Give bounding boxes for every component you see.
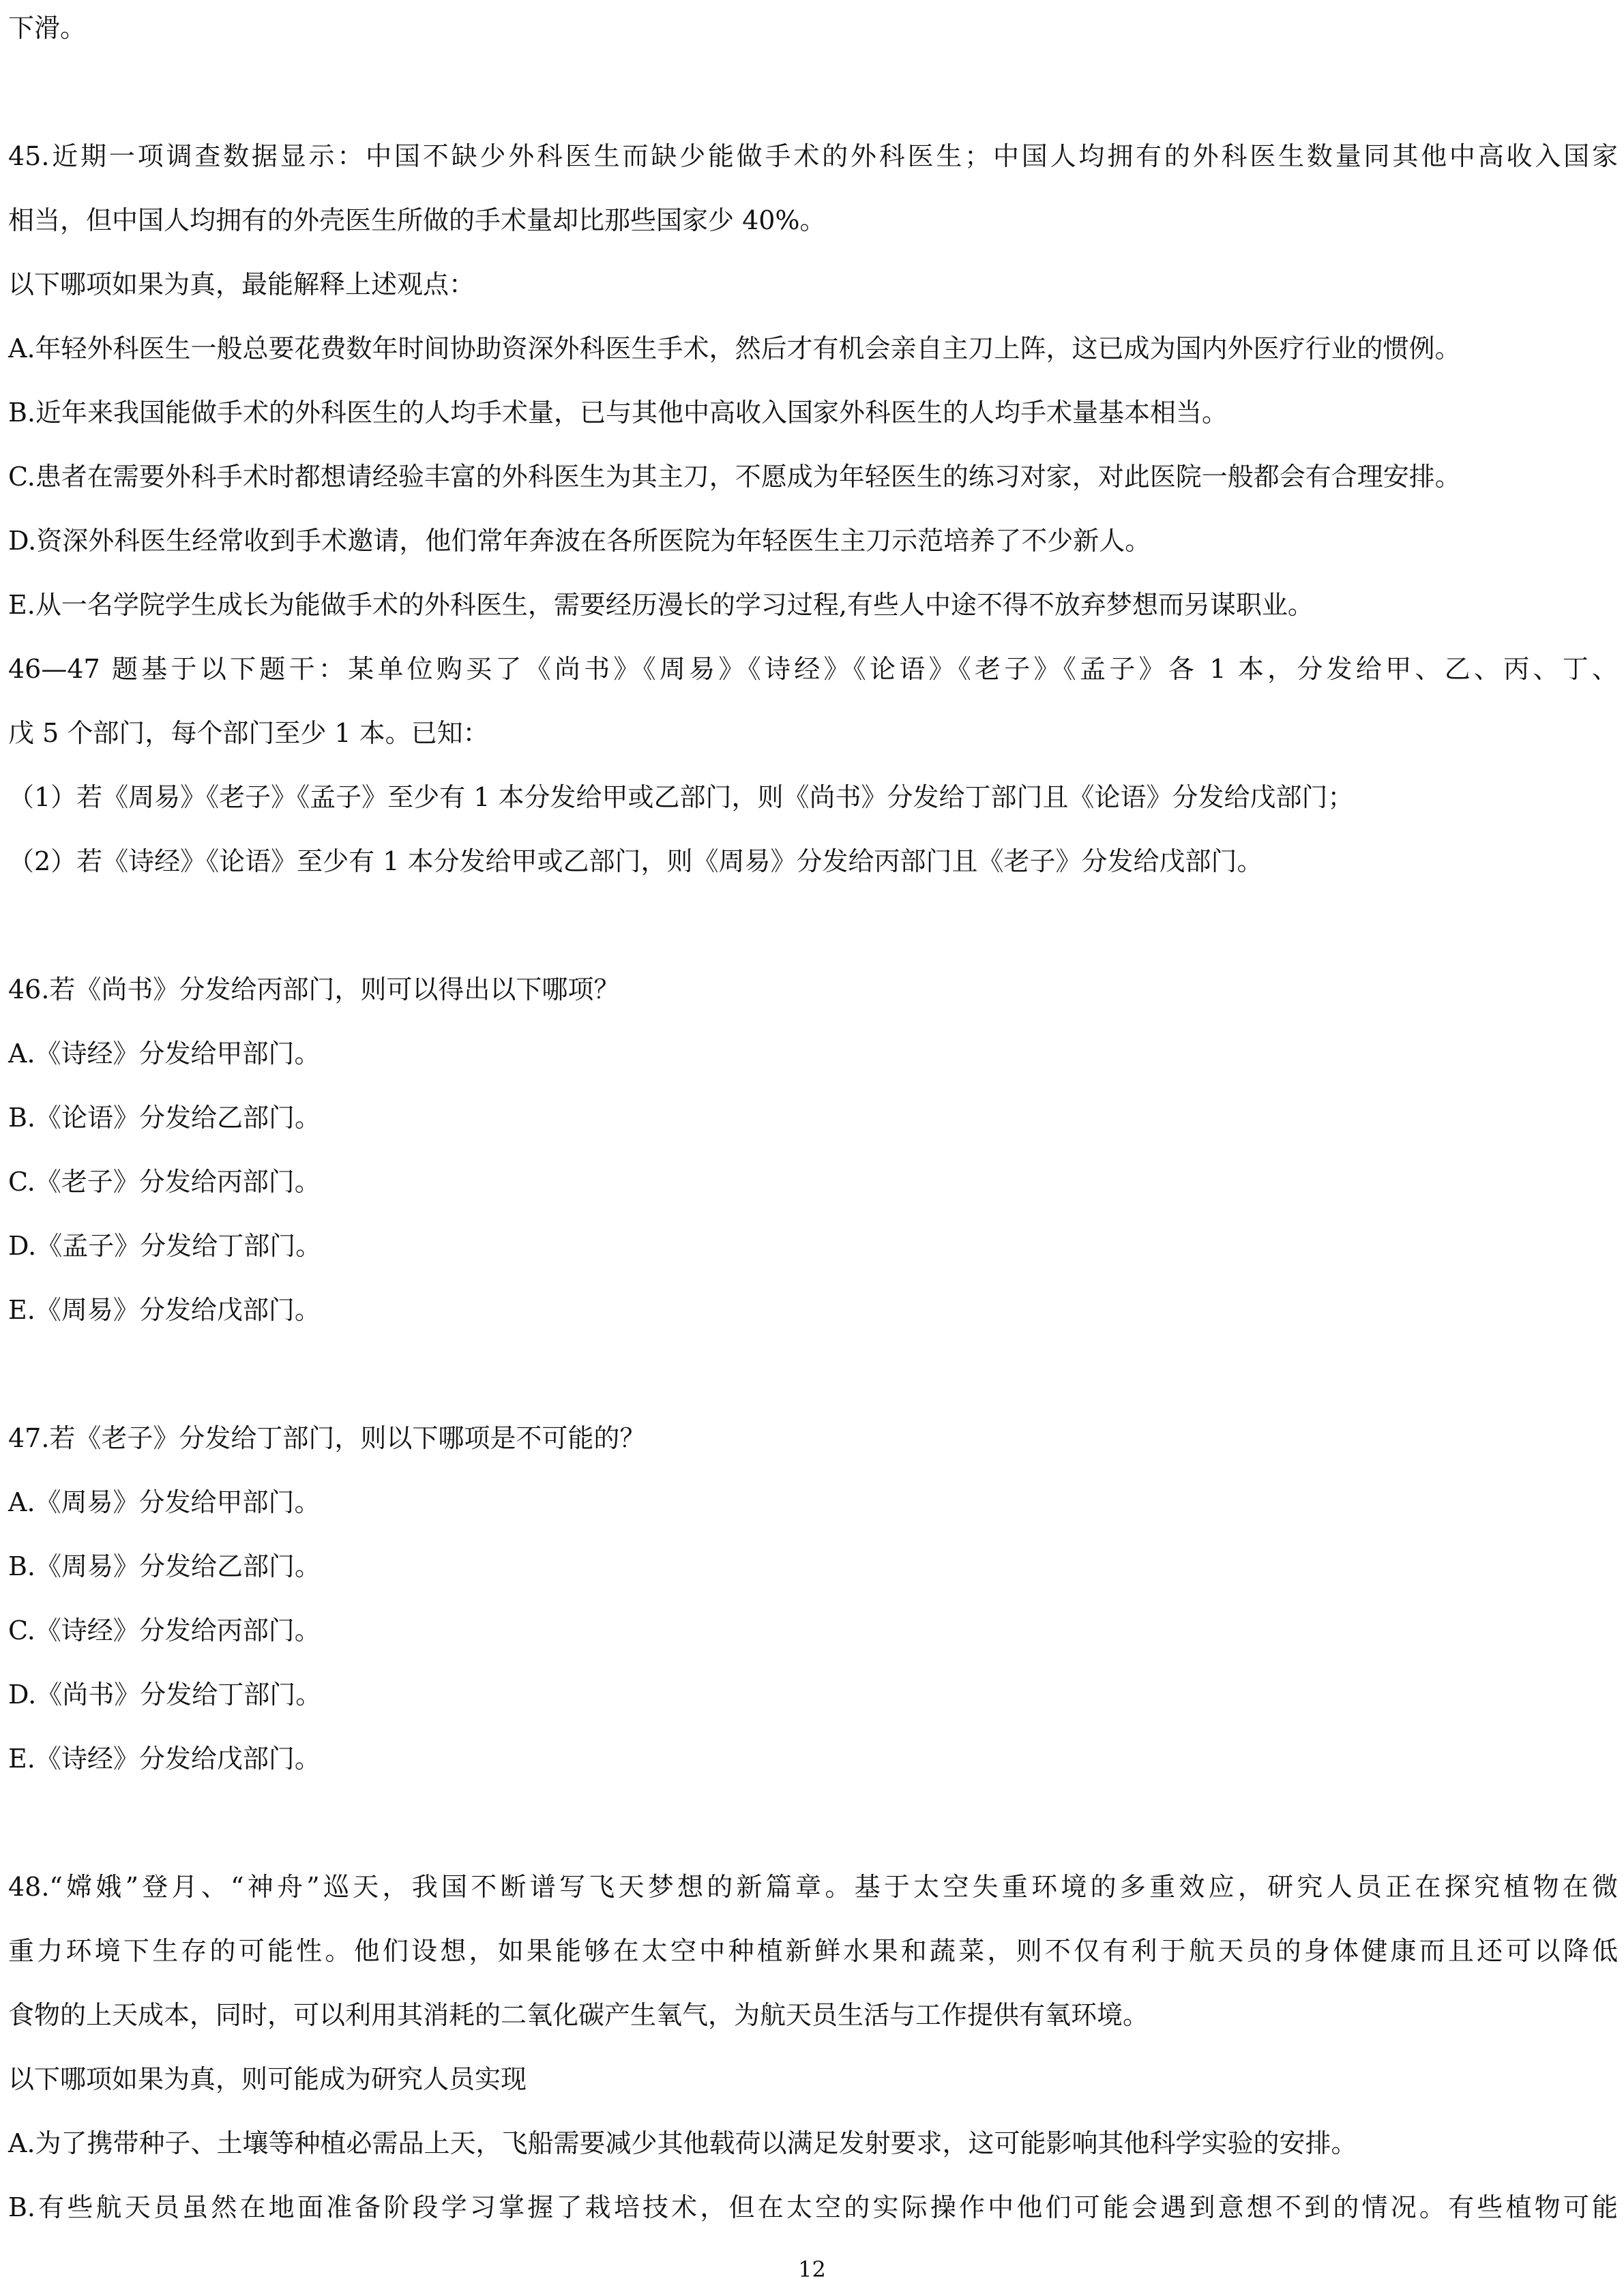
page-number: 12 [798,2256,826,2282]
question-47-option-d: D.《尚书》分发给丁部门。 [8,1680,322,1710]
question-48-option-a: A.为了携带种子、土壤等种植必需品上天，飞船需要减少其他载荷以满足发射要求，这可能影响其他科学实验的安排。 [8,2128,1357,2158]
question-47-option-b: B.《周易》分发给乙部门。 [8,1551,321,1581]
question-46-47-condition-1: （1）若《周易》《老子》《孟子》至少有 1 本分发给甲或乙部门，则《尚书》分发给丁部门且《论语》分发给戊部门； [8,782,1354,812]
question-45-option-b: B.近年来我国能做手术的外科医生的人均手术量，已与其他中高收入国家外科医生的人均手术量基本相当。 [8,398,1228,428]
question-46-option-e: E.《周易》分发给戊部门。 [8,1295,321,1325]
question-45-option-c: C.患者在需要外科手术时都想请经验丰富的外科医生为其主刀，不愿成为年轻医生的练习对家，对此医院一般都会有合理安排。 [8,462,1461,492]
text-line-continuation: 下滑。 [8,13,87,43]
question-46-option-a: A.《诗经》分发给甲部门。 [8,1039,321,1069]
question-46-stem: 46.若《尚书》分发给丙部门，则可以得出以下哪项？ [8,974,620,1004]
question-47-option-e: E.《诗经》分发给戊部门。 [8,1744,321,1774]
question-46-option-d: D.《孟子》分发给丁部门。 [8,1231,322,1261]
question-46-option-c: C.《老子》分发给丙部门。 [8,1167,321,1197]
question-45-stem-line-2: 相当，但中国人均拥有的外壳医生所做的手术量却比那些国家少 40%。 [8,205,826,235]
question-48-stem-line-2: 重力环境下生存的可能性。他们设想，如果能够在太空中种植新鲜水果和蔬菜，则不仅有利于航天员的身体健康而且还可以降低 [8,1936,1618,1966]
question-48-prompt: 以下哪项如果为真，则可能成为研究人员实现 [8,2064,527,2094]
question-45-option-a: A.年轻外科医生一般总要花费数年时间协助资深外科医生手术，然后才有机会亲自主刀上阵，这已成为国内外医疗行业的惯例。 [8,333,1461,363]
question-48-stem-line-3: 食物的上天成本，同时，可以利用其消耗的二氧化碳产生氧气，为航天员生活与工作提供有氧环境。 [8,2000,1149,2030]
question-46-47-condition-2: （2）若《诗经》《论语》至少有 1 本分发给甲或乙部门，则《周易》分发给丙部门且《老子》分发给戊部门。 [8,846,1263,876]
question-46-option-b: B.《论语》分发给乙部门。 [8,1103,321,1133]
question-45-prompt: 以下哪项如果为真，最能解释上述观点： [8,269,475,299]
question-47-option-a: A.《周易》分发给甲部门。 [8,1487,321,1517]
question-47-option-c: C.《诗经》分发给丙部门。 [8,1615,321,1645]
question-46-47-stem-line-2: 戊 5 个部门，每个部门至少 1 本。已知： [8,718,489,748]
question-48-stem-line-1: 48.“嫦娥”登月、“神舟”巡天，我国不断谱写飞天梦想的新篇章。基于太空失重环境的多重效应，研究人员正在探究植物在微 [8,1872,1618,1902]
question-45-stem-line-1: 45.近期一项调查数据显示：中国不缺少外科医生而缺少能做手术的外科医生；中国人均拥有的外科医生数量同其他中高收入国家 [8,141,1618,171]
question-45-option-d: D.资深外科医生经常收到手术邀请，他们常年奔波在各所医院为年轻医生主刀示范培养了不少新人。 [8,526,1151,556]
question-47-stem: 47.若《老子》分发给丁部门，则以下哪项是不可能的？ [8,1423,646,1453]
question-45-option-e: E.从一名学院学生成长为能做手术的外科医生，需要经历漫长的学习过程,有些人中途不得不放弃梦想而另谋职业。 [8,590,1314,620]
question-48-option-b: B.有些航天员虽然在地面准备阶段学习掌握了栽培技术，但在太空的实际操作中他们可能会遇到意想不到的情况。有些植物可能 [8,2192,1618,2222]
question-46-47-stem-line-1: 46—47 题基于以下题干：某单位购买了《尚书》《周易》《诗经》《论语》《老子》《孟子》各 1 本，分发给甲、乙、丙、丁、 [8,654,1618,684]
